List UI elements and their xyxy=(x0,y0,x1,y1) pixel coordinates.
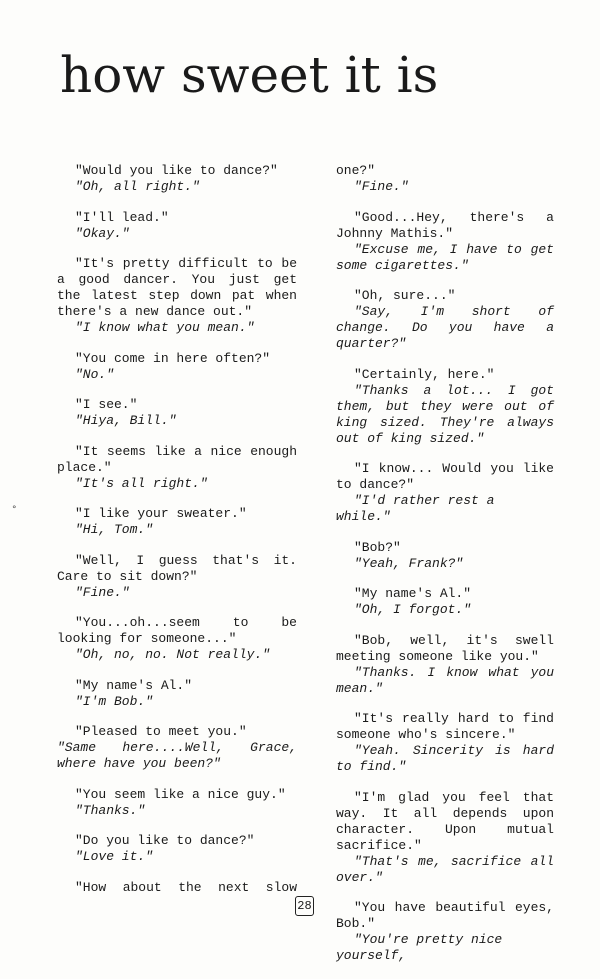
dialogue-exchange xyxy=(336,540,554,572)
page-number: 28 xyxy=(295,896,314,916)
dialogue-reply: "It's all right." xyxy=(75,475,208,491)
dialogue-exchange xyxy=(57,351,297,383)
dialogue-exchange xyxy=(57,506,297,538)
dialogue-line: "Well, I guess that's it. Care to sit down?" xyxy=(57,552,297,584)
dialogue-reply: "Okay." xyxy=(75,225,130,241)
dialogue-exchange xyxy=(336,900,554,964)
dialogue-line: "I'll lead." xyxy=(75,209,169,225)
dialogue-exchange xyxy=(336,288,554,352)
dialogue-reply: "No." xyxy=(75,366,115,382)
dialogue-exchange xyxy=(336,461,554,525)
dialogue-reply: "Oh, no, no. Not really." xyxy=(75,647,271,662)
dialogue-reply: "Same here....Well, Grace, where have you been?" xyxy=(57,740,297,771)
dialogue-exchange xyxy=(336,586,554,618)
dialogue-reply: "Oh, all right." xyxy=(75,179,200,194)
dialogue-reply: "You're pretty nice yourself, xyxy=(336,932,503,963)
dialogue-exchange xyxy=(57,880,297,896)
dialogue-reply: "Yeah. Sincerity is hard to find." xyxy=(336,743,554,774)
dialogue-exchange xyxy=(336,367,554,447)
dialogue-reply: "Thanks. I know what you mean." xyxy=(336,664,554,696)
dialogue-exchange xyxy=(336,163,554,195)
dialogue-line: "Pleased to meet you." xyxy=(75,724,247,739)
dialogue-reply: "Excuse me, I have to get some cigarettes." xyxy=(336,241,554,273)
page-title: how sweet it is xyxy=(60,46,439,104)
dialogue-line: "Do you like to dance?" xyxy=(75,833,255,848)
dialogue-exchange xyxy=(57,678,297,710)
dialogue-exchange xyxy=(336,210,554,274)
dialogue-line: "It seems like a nice enough place." xyxy=(57,443,297,475)
dialogue-line: "Bob, well, it's swell meeting someone like you." xyxy=(336,632,554,664)
dialogue-reply: "Love it." xyxy=(75,849,154,864)
dialogue-exchange xyxy=(57,724,297,772)
dialogue-line: "Certainly, here." xyxy=(354,366,495,382)
dialogue-exchange xyxy=(336,790,554,886)
dialogue-exchange xyxy=(57,256,297,336)
dialogue-reply: "Hiya, Bill." xyxy=(75,413,177,428)
dialogue-reply: "That's me, sacrifice all over." xyxy=(336,853,554,885)
dialogue-exchange xyxy=(57,615,297,663)
dialogue-line: "Would you like to dance?" xyxy=(75,163,278,178)
dialogue-reply: "Thanks a lot... I got them, but they were out of king sized. They're always out of king sized." xyxy=(336,382,554,446)
dialogue-line: "It's really hard to find someone who's sincere." xyxy=(336,711,554,742)
dialogue-line: "I know... Would you like to dance?" xyxy=(336,461,554,492)
left-column xyxy=(57,163,297,910)
dialogue-line: "I'm glad you feel that way. It all depends upon character. Upon mutual sacrifice." xyxy=(336,789,554,853)
dialogue-line: "You have beautiful eyes, Bob." xyxy=(336,900,554,931)
dialogue-exchange xyxy=(336,711,554,775)
dialogue-exchange xyxy=(57,787,297,819)
right-column xyxy=(336,163,554,979)
dialogue-line: "I see." xyxy=(75,397,138,412)
dialogue-reply: "Fine." xyxy=(75,584,130,600)
dialogue-reply: "Say, I'm short of change. Do you have a quarter?" xyxy=(336,304,554,351)
dialogue-line: "You seem like a nice guy." xyxy=(75,786,286,802)
dialogue-line: "My name's Al." xyxy=(75,677,193,693)
dialogue-reply: "Thanks." xyxy=(75,802,146,818)
dialogue-line: "I like your sweater." xyxy=(75,506,247,521)
dialogue-reply: "Fine." xyxy=(354,179,409,194)
dialogue-line: "Good...Hey, there's a Johnny Mathis." xyxy=(336,209,554,241)
dialogue-reply: "I'm Bob." xyxy=(75,693,154,709)
dialogue-reply: "I'd rather rest a while." xyxy=(336,493,495,524)
dialogue-reply: "Hi, Tom." xyxy=(75,522,154,537)
dialogue-line: "You...oh...seem to be looking for someone..." xyxy=(57,615,297,646)
dialogue-line: "Bob?" xyxy=(354,539,401,555)
dialogue-exchange xyxy=(57,553,297,601)
dialogue-exchange xyxy=(57,833,297,865)
dialogue-line: one?" xyxy=(336,163,376,178)
dialogue-exchange xyxy=(57,210,297,242)
dialogue-line: "My name's Al." xyxy=(354,586,472,601)
dialogue-exchange xyxy=(57,444,297,492)
dialogue-exchange xyxy=(57,163,297,195)
dialogue-exchange xyxy=(57,397,297,429)
stray-mark: ° xyxy=(12,505,17,515)
dialogue-line: "It's pretty difficult to be a good dancer. You just get the latest step down pat when there's a new dance out." xyxy=(57,256,297,319)
dialogue-reply: "I know what you mean." xyxy=(75,320,255,335)
dialogue-line: "Oh, sure..." xyxy=(354,288,456,303)
dialogue-reply: "Oh, I forgot." xyxy=(354,602,472,617)
dialogue-line: "How about the next slow xyxy=(75,879,297,895)
dialogue-line: "You come in here often?" xyxy=(75,350,271,366)
dialogue-exchange xyxy=(336,633,554,697)
dialogue-reply: "Yeah, Frank?" xyxy=(354,555,464,571)
